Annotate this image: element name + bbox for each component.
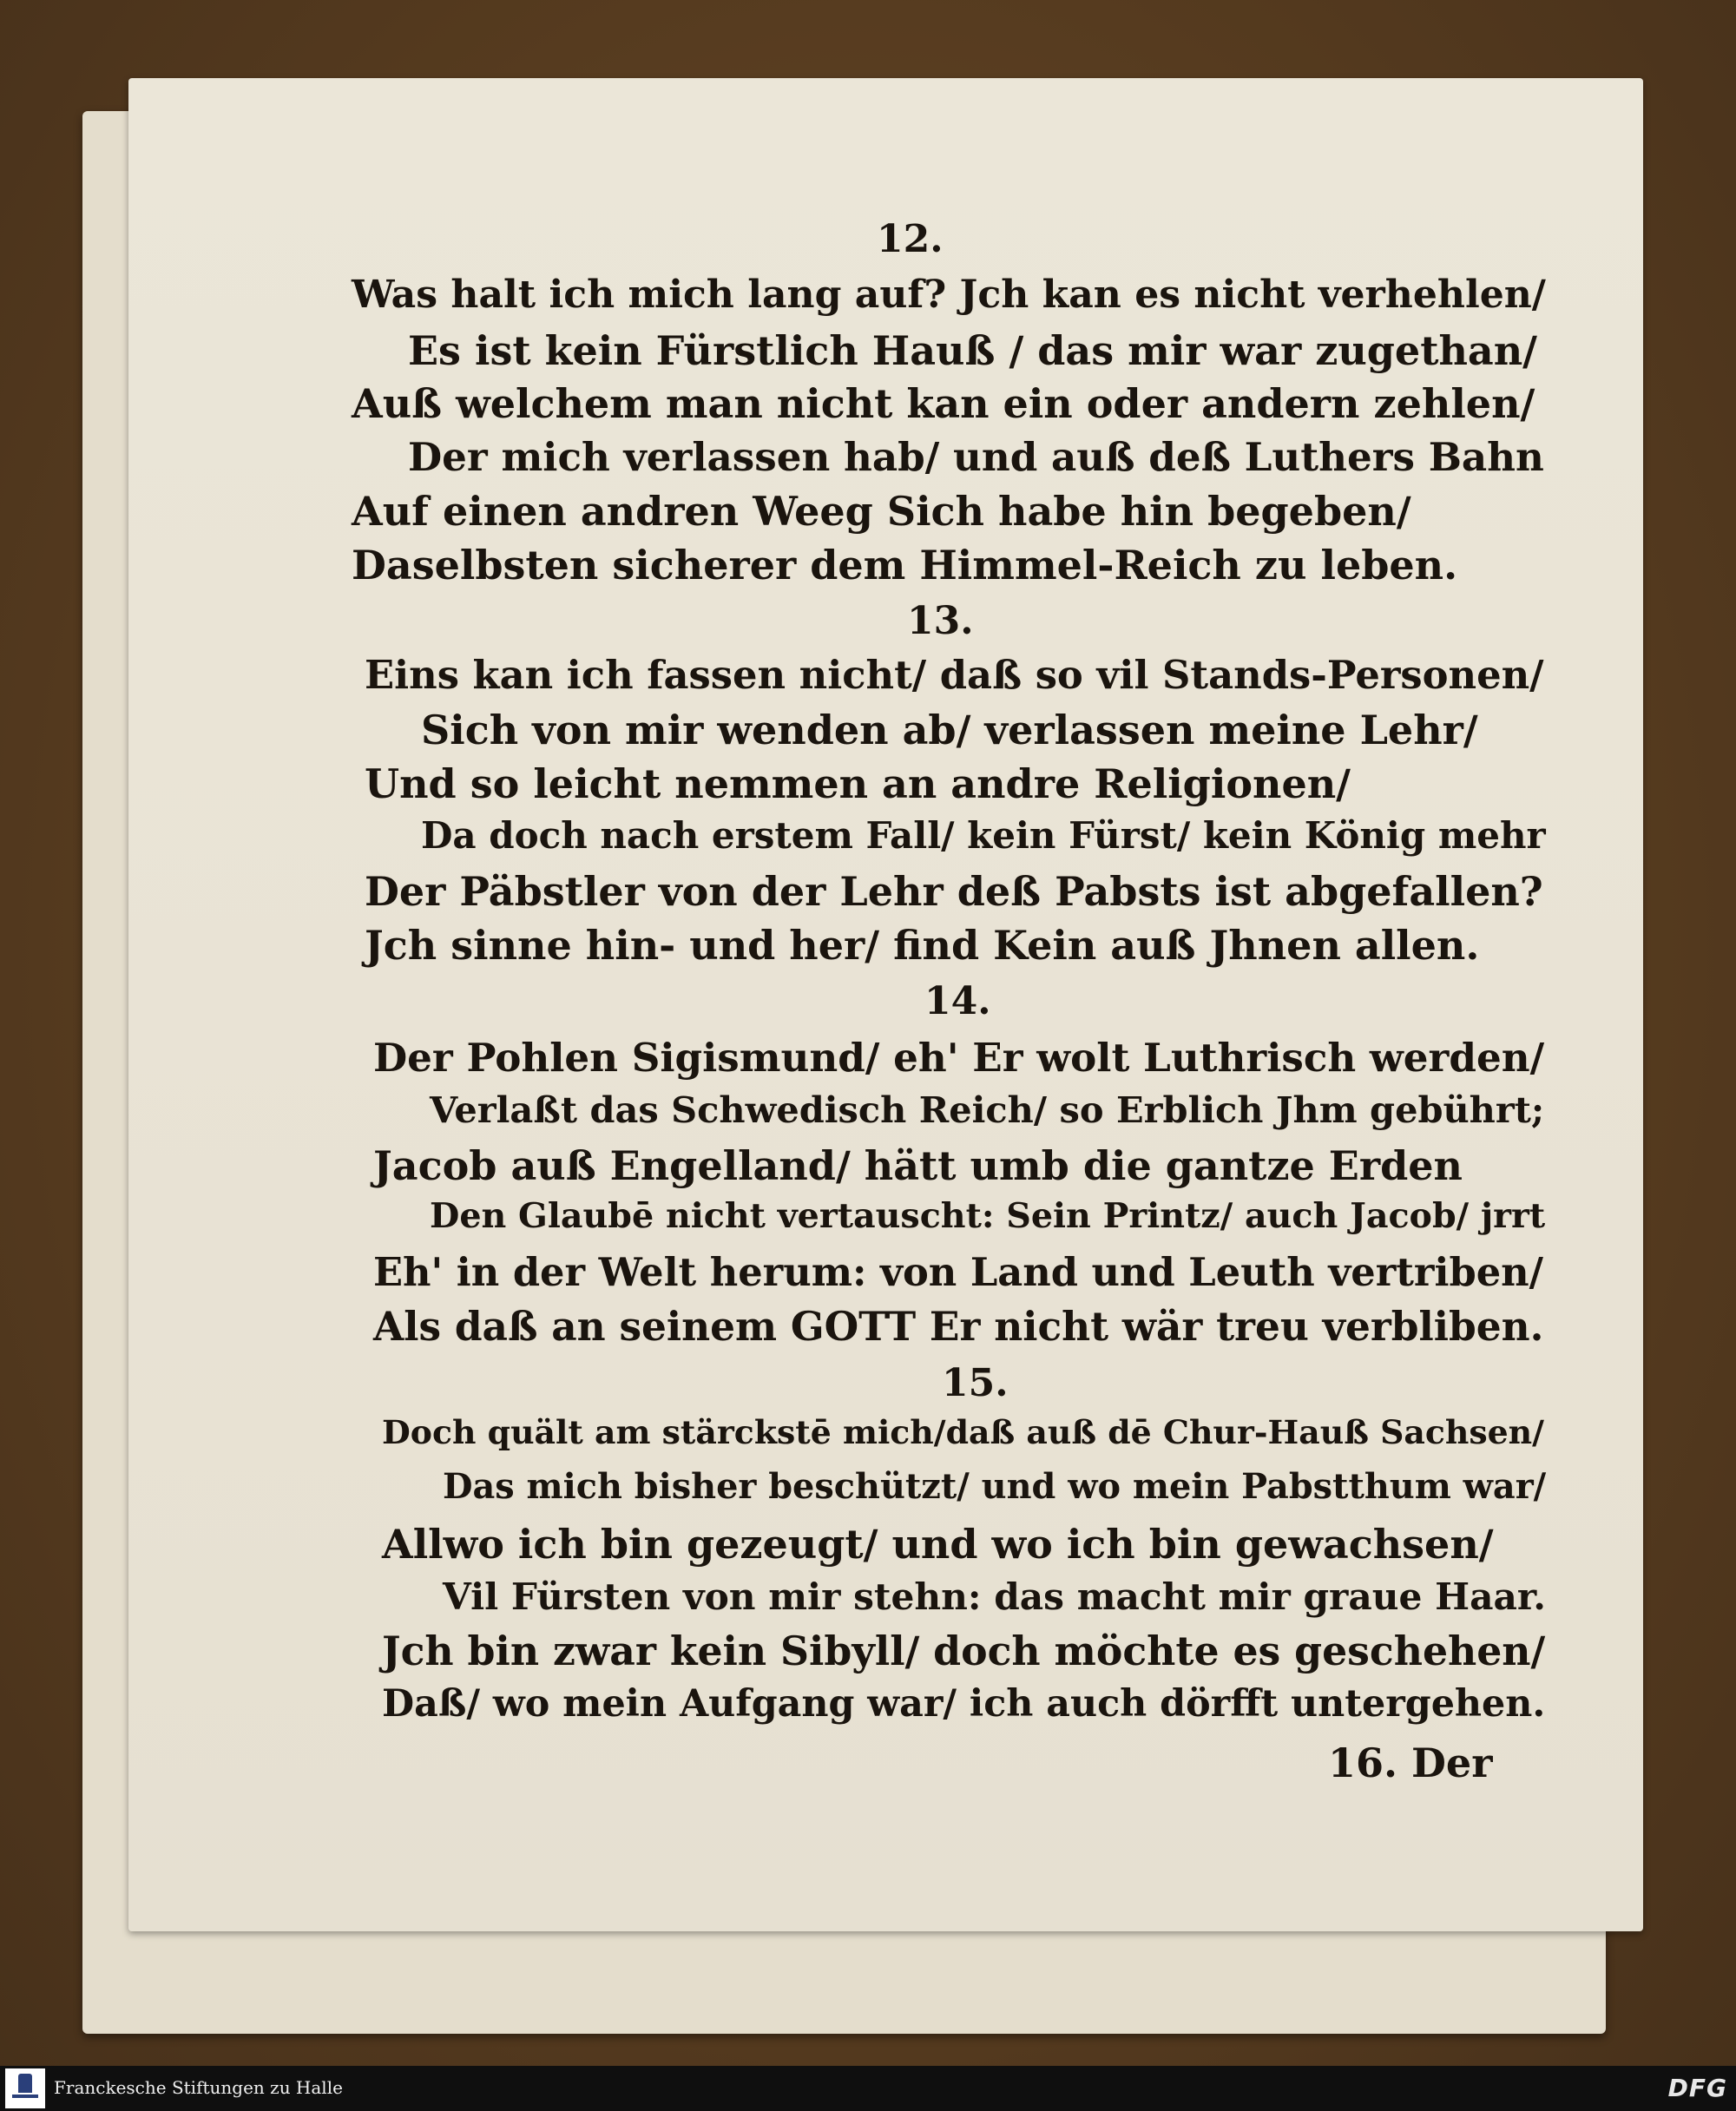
verse-line: Der Pohlen Sigismund/ eh' Er wolt Luthrisch werden/: [373, 1035, 1545, 1081]
verse-line: Es ist kein Fürstlich Hauß / das mir war zugethan/: [408, 327, 1537, 374]
verse-line: Doch quält am stärckstē mich/daß auß dē Chur-Hauß Sachsen/: [382, 1413, 1544, 1451]
verse-line: Eh' in der Welt herum: von Land und Leuth vertriben/: [373, 1249, 1543, 1295]
logo-tower-shape: [18, 2074, 32, 2093]
logo-base-shape: [12, 2095, 38, 2098]
francke-foundations-logo-icon: [5, 2068, 45, 2108]
verse-line: Der mich verlassen hab/ und auß deß Luthers Bahn: [408, 434, 1544, 480]
verse-line: Da doch nach erstem Fall/ kein Fürst/ kein König mehr: [421, 814, 1546, 857]
verse-line: Was halt ich mich lang auf? Jch kan es nicht verhehlen/: [352, 273, 1546, 317]
stanza-number: 13.: [907, 599, 974, 643]
verse-line: Allwo ich bin gezeugt/ und wo ich bin gewachsen/: [382, 1521, 1494, 1568]
verse-line: Jch sinne hin- und her/ find Kein auß Jhnen allen.: [365, 922, 1480, 969]
verse-line: Eins kan ich fassen nicht/ daß so vil Stands-Personen/: [365, 652, 1544, 698]
verse-line: Und so leicht nemmen an andre Religionen/: [365, 760, 1351, 807]
verse-line: Jch bin zwar kein Sibyll/ doch möchte es geschehen/: [382, 1628, 1546, 1674]
verse-line: Daselbsten sicherer dem Himmel-Reich zu leben.: [352, 542, 1458, 589]
dfg-logo: DFG: [1667, 2074, 1727, 2102]
verse-line: Vil Fürsten von mir stehn: das macht mir graue Haar.: [443, 1575, 1547, 1618]
verse-line: Als daß an seinem GOTT Er nicht wär treu verbliben.: [373, 1303, 1544, 1350]
verse-line: Auß welchem man nicht kan ein oder andern zehlen/: [352, 380, 1535, 427]
verse-line: Sich von mir wenden ab/ verlassen meine Lehr/: [421, 707, 1478, 753]
stanza-number: 12.: [877, 217, 944, 261]
stanza-number: 15.: [942, 1361, 1009, 1405]
verse-line: Jacob auß Engelland/ hätt umb die gantze Erden: [373, 1142, 1463, 1189]
catchword: 16. Der: [1328, 1739, 1493, 1786]
institution-name: Franckesche Stiftungen zu Halle: [54, 2077, 343, 2098]
stanza-number: 14.: [924, 979, 991, 1023]
verse-line: Auf einen andren Weeg Sich habe hin begeben/: [352, 488, 1411, 535]
verse-line: Verlaßt das Schwedisch Reich/ so Erblich Jhm gebührt;: [430, 1088, 1545, 1131]
verse-line: Das mich bisher beschützt/ und wo mein Pabstthum war/: [443, 1467, 1547, 1507]
verse-line: Daß/ wo mein Aufgang war/ ich auch dörfft untergehen.: [382, 1682, 1546, 1726]
footer-bar: [0, 2066, 1736, 2111]
verse-line: Der Päbstler von der Lehr deß Pabsts ist abgefallen?: [365, 868, 1543, 915]
verse-line: Den Glaubē nicht vertauscht: Sein Printz/ auch Jacob/ jrrt: [430, 1196, 1546, 1236]
